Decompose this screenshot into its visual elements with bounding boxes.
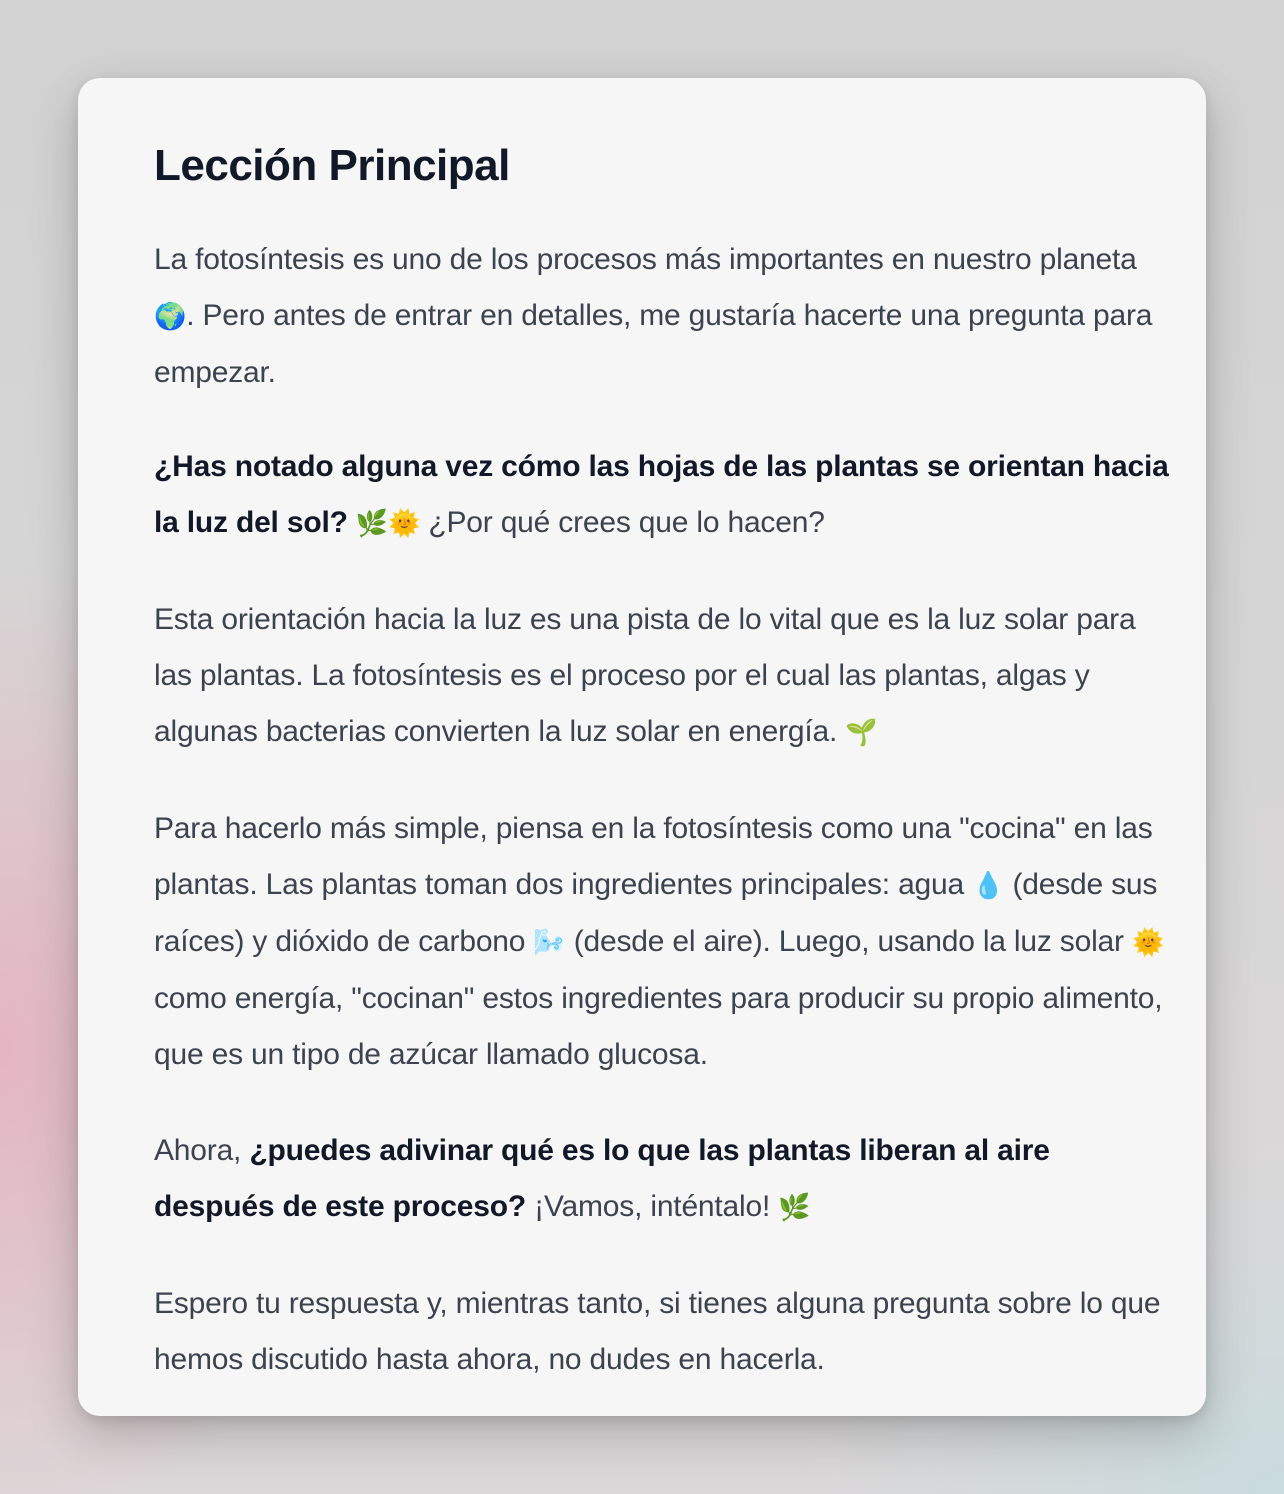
leaf-icon: 🌿 [355, 509, 389, 539]
analogy-text-a: Para hacerlo más simple, piensa en la fotosíntesis como una "cocina" en las plantas. Las plantas toman dos ingredientes principales: agua [154, 812, 1153, 901]
challenge-text-a: Ahora, [154, 1134, 250, 1167]
lesson-title: Lección Principal [154, 141, 510, 190]
question-paragraph [154, 439, 1176, 552]
globe-icon: 🌍 [154, 302, 187, 332]
challenge-bold: ¿puedes adivinar qué es lo que las plantas liberan al aire después de este proceso? [154, 1134, 1050, 1223]
wind-icon: 🌬️ [533, 928, 566, 958]
challenge-paragraph [154, 1123, 1176, 1236]
intro-text-b: . Pero antes de entrar en detalles, me gustaría hacerte una pregunta para empezar. [154, 299, 1153, 389]
water-drop-icon: 💧 [972, 871, 1005, 901]
question-bold: ¿Has notado alguna vez cómo las hojas de las plantas se orientan hacia la luz del sol? [154, 450, 1169, 539]
leaf-icon: 🌿 [778, 1193, 811, 1223]
question-text: ¿Por qué crees que lo hacen? [420, 506, 825, 539]
analogy-paragraph [154, 801, 1176, 1083]
explanation-text: Esta orientación hacia la luz es una pista de lo vital que es la luz solar para las plantas. La fotosíntesis es el proceso por el cual las plantas, algas y algunas bacterias convierten la luz solar en energía. [154, 603, 1136, 748]
sun-icon: 🌞 [1131, 928, 1165, 958]
analogy-text-c: (desde el aire). Luego, usando la luz solar [565, 925, 1132, 958]
sun-icon: 🌞 [388, 509, 421, 539]
lesson-card [78, 78, 1206, 1416]
seedling-icon: 🌱 [845, 718, 878, 748]
challenge-text-b: ¡Vamos, inténtalo! [526, 1190, 779, 1223]
explanation-paragraph [154, 592, 1176, 761]
intro-paragraph [154, 232, 1176, 401]
closing-paragraph: Espero tu respuesta y, mientras tanto, si tienes alguna pregunta sobre lo que hemos discutido hasta ahora, no dudes en hacerla. [154, 1287, 1161, 1376]
analogy-text-b: (desde sus raíces) y dióxido de carbono [154, 868, 1158, 958]
analogy-text-d: como energía, "cocinan" estos ingredientes para producir su propio alimento, que es un tipo de azúcar llamado glucosa. [154, 982, 1163, 1071]
intro-text-a: La fotosíntesis es uno de los procesos más importantes en nuestro planeta [154, 243, 1137, 276]
